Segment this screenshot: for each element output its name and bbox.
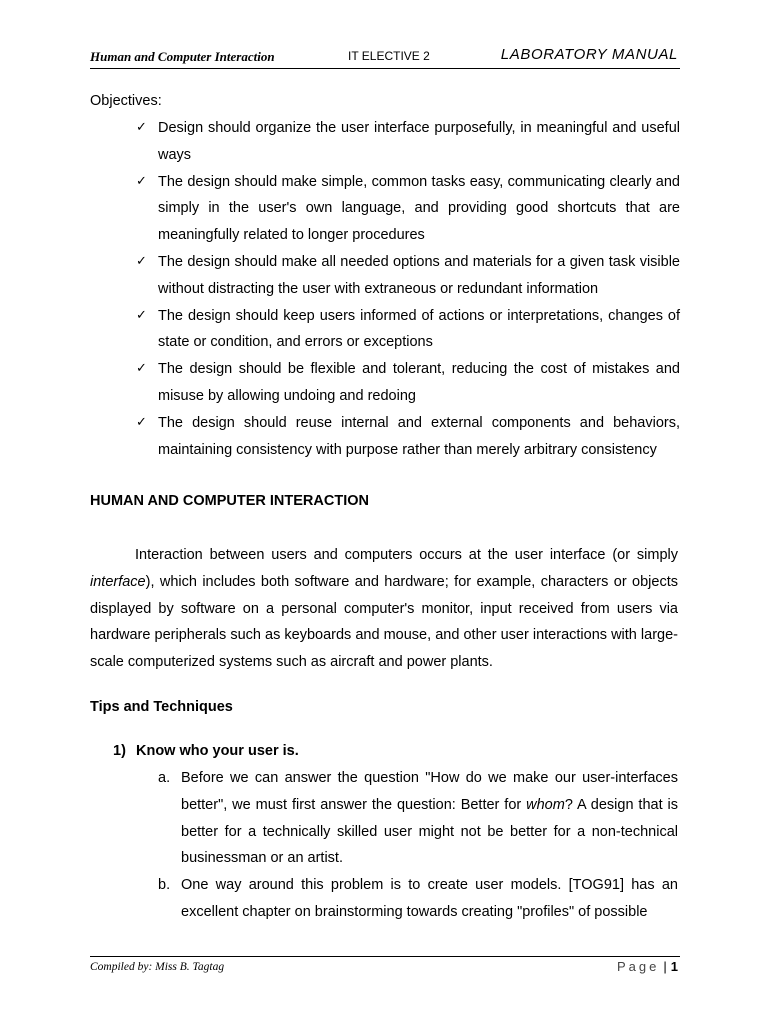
checkmark-icon: ✓ (136, 361, 147, 377)
tip-title: Know who your user is. (136, 743, 299, 759)
objective-item (130, 169, 680, 249)
header-subject: IT ELECTIVE 2 (348, 49, 430, 63)
objective-item (130, 249, 680, 303)
sub-item-text: Before we can answer the question "How do we make our user-interfaces better", we must first answer the question: Better for (181, 770, 678, 813)
tip-sub-item (158, 765, 678, 872)
sub-item-text: One way around this problem is to create user models. [TOG91] has an excellent chapter on brainstorming towards creating "profiles" of possible (181, 877, 678, 920)
objective-text: The design should keep users informed of actions or interpretations, changes of state or condition, and errors or exceptions (158, 307, 680, 351)
objectives-title: Objectives: (90, 93, 162, 109)
checkmark-icon: ✓ (136, 253, 147, 269)
sub-item-italic: whom (526, 796, 565, 813)
sub-item-marker: a. (158, 770, 171, 786)
hci-paragraph (90, 542, 678, 676)
objective-text: Design should organize the user interface purposefully, in meaningful and useful ways (158, 120, 680, 163)
sub-item-text-end: ? A design that is better for a technically skilled user might not be better for a non-technical businessman or an artist. (181, 796, 678, 867)
hci-paragraph-italic: interface (90, 573, 146, 590)
footer-page-word: Page (617, 959, 660, 974)
objective-item (130, 410, 680, 464)
header-rule (90, 68, 680, 69)
section-heading-hci: HUMAN AND COMPUTER INTERACTION (90, 493, 369, 509)
objective-text: The design should make all needed options and materials for a given task visible without distracting the user with extraneous or redundant information (158, 253, 680, 297)
hci-paragraph-end: ), which includes both software and hardware; for example, characters or objects displayed by software on a personal computer's monitor, input received from users via hardware peripherals such as keyboards and mouse, and other user interactions with large-scale computerized systems such as aircraft and power plants. (90, 573, 678, 671)
sub-item-marker: b. (158, 877, 171, 894)
checkmark-icon: ✓ (136, 173, 147, 189)
tip-sub-item (158, 872, 678, 926)
footer-rule (90, 956, 680, 957)
footer-page-indicator (617, 959, 678, 974)
checkmark-icon: ✓ (136, 307, 147, 323)
header-course-title: Human and Computer Interaction (90, 49, 275, 64)
checkmark-icon: ✓ (136, 414, 147, 430)
header-manual-title: LABORATORY MANUAL (500, 46, 678, 63)
objective-item (130, 303, 680, 357)
section-heading-tips: Tips and Techniques (90, 699, 233, 715)
objective-item (130, 115, 680, 169)
objectives-list (130, 115, 680, 463)
objective-text: The design should reuse internal and external components and behaviors, maintaining consistency with purpose rather than merely arbitrary consistency (158, 414, 680, 458)
footer-compiled-by: Compiled by: Miss B. Tagtag (90, 961, 225, 973)
checkmark-icon: ✓ (136, 120, 147, 135)
objective-text: The design should make simple, common tasks easy, communicating clearly and simply in the user's own language, and providing good shortcuts that are meaningfully related to longer procedures (158, 173, 680, 244)
footer-separator: | (663, 959, 667, 974)
footer-page-number: 1 (670, 959, 678, 974)
page-header (90, 44, 678, 68)
tip-number: 1) (113, 743, 126, 759)
tip-sub-list (158, 765, 678, 926)
objective-text: The design should be flexible and tolerant, reducing the cost of mistakes and misuse by allowing undoing and redoing (158, 361, 680, 404)
objective-item (130, 356, 680, 410)
hci-paragraph-start: Interaction between users and computers occurs at the user interface (or simply (135, 547, 678, 563)
